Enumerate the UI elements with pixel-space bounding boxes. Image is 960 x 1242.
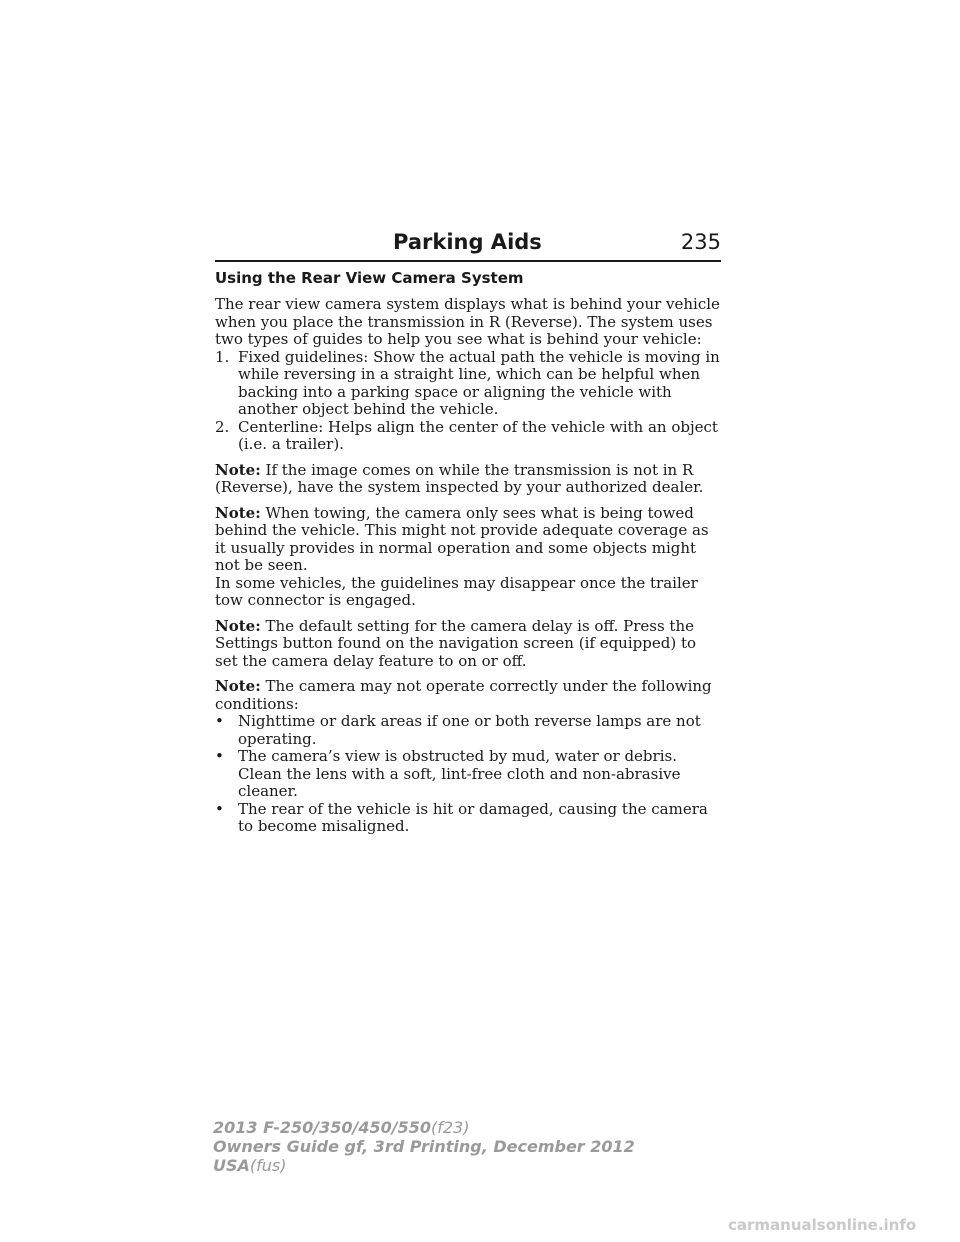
note-paragraph: [215, 462, 721, 497]
note-text: If the image comes on while the transmission is not in R (Reverse), have the system inspected by your authorized dealer.: [215, 460, 704, 496]
page-header: [215, 230, 721, 262]
footer-edition: Owners Guide gf, 3rd Printing, December 2012: [213, 1137, 635, 1156]
guide-list: [215, 349, 721, 454]
page-number: 235: [680, 230, 721, 254]
towing-paragraph: In some vehicles, the guidelines may disappear once the trailer tow connector is engaged.: [215, 573, 698, 609]
footer-market: USA: [213, 1156, 250, 1175]
footer-model-code: (f23): [431, 1118, 470, 1137]
list-item: [215, 713, 721, 748]
note-text: The camera may not operate correctly under the following conditions:: [215, 677, 712, 713]
list-number: 1.: [215, 347, 230, 366]
note-label: Note:: [215, 677, 261, 695]
list-item: [215, 748, 721, 801]
bullet-marker: •: [215, 712, 224, 730]
note-label: Note:: [215, 616, 261, 635]
section-heading: Using the Rear View Camera System: [215, 269, 524, 287]
list-item-text: Nighttime or dark areas if one or both reverse lamps are not operating.: [238, 712, 701, 748]
section-title: Parking Aids: [393, 230, 542, 254]
watermark: carmanualsonline.info: [728, 1216, 917, 1234]
footer-model: 2013 F-250/350/450/550: [213, 1118, 431, 1137]
note-paragraph: [215, 678, 721, 713]
list-number: 2.: [215, 417, 230, 436]
note-paragraph: [215, 505, 721, 575]
footer-market-code: (fus): [249, 1156, 287, 1175]
list-item: [215, 349, 721, 419]
list-item-text: Centerline: Helps align the center of the vehicle with an object (i.e. a trailer).: [238, 417, 718, 453]
footer-market-line: [213, 1156, 653, 1175]
list-item-text: Fixed guidelines: Show the actual path the vehicle is moving in while reversing in a straight line, which can be helpful when backing into a parking space or aligning the vehicle with another object behind the vehicle.: [238, 347, 720, 418]
list-item-text: The camera’s view is obstructed by mud, water or debris. Clean the lens with a soft, lint-free cloth and non-abrasive cleaner.: [238, 747, 681, 800]
note-text: When towing, the camera only sees what is being towed behind the vehicle. This might not provide adequate coverage as it usually provides in normal operation and some objects might not be seen.: [215, 503, 709, 574]
footer-model-line: [213, 1118, 653, 1137]
bullet-marker: •: [215, 747, 224, 765]
list-item: [215, 801, 721, 836]
conditions-list: [215, 713, 721, 836]
note-label: Note:: [215, 503, 261, 522]
list-item-text: The rear of the vehicle is hit or damaged, causing the camera to become misaligned.: [238, 799, 708, 835]
note-label: Note:: [215, 460, 261, 479]
note-paragraph: [215, 618, 721, 671]
bullet-marker: •: [215, 799, 224, 818]
page-content: [215, 269, 721, 844]
list-item: [215, 419, 721, 454]
intro-paragraph: The rear view camera system displays what is behind your vehicle when you place the transmission in R (Reverse). The system uses two types of guides to help you see what is behind your vehicle:: [215, 295, 720, 348]
page-footer: [213, 1118, 653, 1175]
note-text: The default setting for the camera delay is off. Press the Settings button found on the navigation screen (if equipped) to set the camera delay feature to on or off.: [215, 616, 697, 670]
